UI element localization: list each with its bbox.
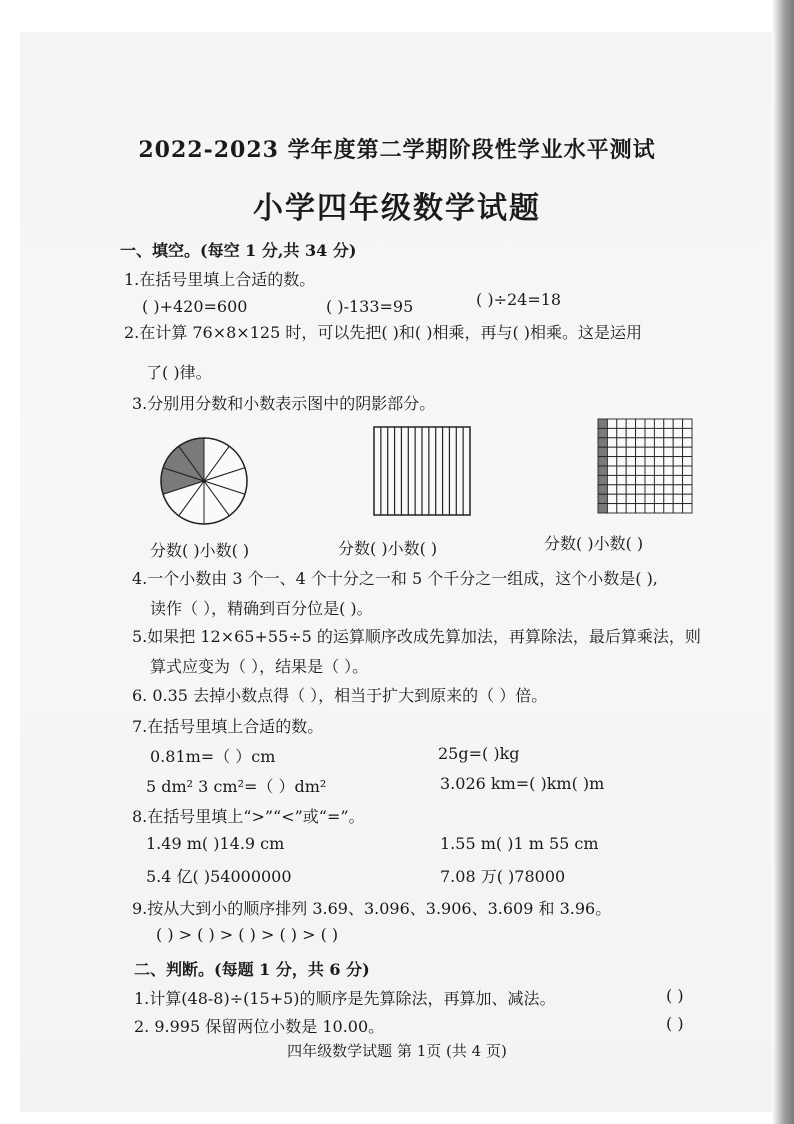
grid-cell	[645, 438, 654, 447]
q1-blank-c: ( )÷24=18	[476, 290, 562, 309]
q7-blank-b: 25g=( )kg	[438, 744, 520, 763]
stripes-figure	[372, 426, 472, 516]
grid-cell	[654, 457, 663, 466]
grid-cell	[607, 494, 616, 503]
grid-cell	[664, 475, 673, 484]
section1-heading: 一、填空。(每空 1 分,共 34 分)	[120, 241, 357, 260]
hundred-grid-figure	[597, 418, 693, 514]
grid-cell	[664, 438, 673, 447]
grid-cell	[607, 457, 616, 466]
q8-stem: 8.在括号里填上“>”“<”或“=”。	[132, 807, 365, 826]
grid-cell	[664, 466, 673, 475]
grid-cell	[636, 447, 645, 456]
exam-title: 2022-2023 学年度第二学期阶段性学业水平测试	[138, 137, 656, 163]
grid-cell-shaded	[598, 504, 607, 513]
grid-cell	[626, 428, 635, 437]
grid-cell-shaded	[598, 457, 607, 466]
q5-line2: 算式应变为（ ），结果是（ ）。	[150, 657, 369, 676]
grid-cell	[617, 438, 626, 447]
grid-cell	[626, 457, 635, 466]
judge-q1-paren: ( )	[666, 986, 684, 1005]
grid-cell	[654, 466, 663, 475]
grid-cell	[673, 428, 682, 437]
grid-cells	[598, 419, 692, 513]
grid-cell	[645, 428, 654, 437]
grid-cell	[617, 475, 626, 484]
grid-cell	[645, 485, 654, 494]
grid-cell	[645, 466, 654, 475]
grid-cell	[636, 485, 645, 494]
grid-cell	[626, 419, 635, 428]
grid-cell	[664, 447, 673, 456]
grid-cell	[673, 457, 682, 466]
grid-cell	[617, 428, 626, 437]
grid-cell	[617, 466, 626, 475]
grid-cell	[654, 438, 663, 447]
grid-cell	[636, 457, 645, 466]
grid-cell	[673, 438, 682, 447]
grid-cell	[645, 457, 654, 466]
exam-subtitle: 小学四年级数学试题	[253, 191, 541, 226]
q8-blank-a: 1.49 m( )14.9 cm	[146, 834, 285, 853]
grid-cell	[654, 494, 663, 503]
grid-cell	[654, 485, 663, 494]
q3-label-circle: 分数( )小数( )	[150, 541, 250, 560]
judge-q2-paren: ( )	[666, 1014, 684, 1033]
grid-cell	[636, 438, 645, 447]
grid-cell	[673, 504, 682, 513]
grid-cell-shaded	[598, 438, 607, 447]
judge-q1: 1.计算(48-8)÷(15+5)的顺序是先算除法，再算加、减法。	[134, 989, 556, 1008]
q8-blank-b: 1.55 m( )1 m 55 cm	[440, 834, 599, 853]
q7-stem: 7.在括号里填上合适的数。	[132, 717, 324, 736]
grid-cell	[607, 438, 616, 447]
grid-cell	[645, 419, 654, 428]
grid-cell	[664, 428, 673, 437]
grid-cell	[626, 466, 635, 475]
grid-cell	[636, 419, 645, 428]
q1-blank-a: ( )+420=600	[142, 297, 248, 316]
grid-cell	[617, 419, 626, 428]
section2-heading: 二、判断。(每题 1 分，共 6 分)	[134, 960, 370, 979]
grid-cell	[673, 494, 682, 503]
q4-line1: 4.一个小数由 3 个一、4 个十分之一和 5 个千分之一组成，这个小数是( ),	[132, 569, 658, 588]
grid-cell-shaded	[598, 475, 607, 484]
grid-cell	[607, 419, 616, 428]
grid-cell	[664, 504, 673, 513]
q9-stem: 9.按从大到小的顺序排列 3.69、3.096、3.906、3.609 和 3.96。	[132, 899, 612, 918]
grid-cell	[654, 419, 663, 428]
grid-cell	[607, 485, 616, 494]
grid-cell	[683, 457, 692, 466]
grid-cell	[673, 475, 682, 484]
q1-blank-b: ( )-133=95	[326, 297, 414, 316]
q3-label-grid: 分数( )小数( )	[544, 534, 644, 553]
grid-cell	[636, 466, 645, 475]
grid-cell	[626, 504, 635, 513]
q4-line2: 读作（ ），精确到百分位是( )。	[150, 599, 373, 618]
grid-cell	[607, 428, 616, 437]
page-footer: 四年级数学试题 第 1页 (共 4 页)	[287, 1042, 507, 1060]
grid-cell-shaded	[598, 485, 607, 494]
grid-cell	[617, 504, 626, 513]
grid-cell	[664, 457, 673, 466]
grid-cell	[607, 475, 616, 484]
grid-cell	[664, 485, 673, 494]
grid-cell	[654, 475, 663, 484]
grid-cell	[654, 428, 663, 437]
judge-q2: 2. 9.995 保留两位小数是 10.00。	[134, 1017, 385, 1036]
scan-left-margin	[0, 0, 20, 1124]
grid-cell	[607, 447, 616, 456]
grid-cell-shaded	[598, 419, 607, 428]
q3-stem: 3.分别用分数和小数表示图中的阴影部分。	[132, 394, 436, 413]
grid-cell	[673, 485, 682, 494]
grid-cell	[617, 494, 626, 503]
grid-cell	[654, 504, 663, 513]
q9-blanks: ( ) > ( ) > ( ) > ( ) > ( )	[156, 925, 339, 944]
grid-cell-shaded	[598, 466, 607, 475]
grid-cell	[683, 466, 692, 475]
grid-cell	[636, 428, 645, 437]
q2-line1: 2.在计算 76×8×125 时，可以先把( )和( )相乘，再与( )相乘。这是运用	[124, 323, 643, 342]
q2-line2: 了( )律。	[146, 363, 212, 382]
q8-blank-d: 7.08 万( )78000	[440, 867, 566, 886]
grid-cell	[626, 494, 635, 503]
grid-cell	[654, 447, 663, 456]
grid-cell	[636, 475, 645, 484]
grid-cell	[673, 466, 682, 475]
grid-cell	[607, 504, 616, 513]
q7-blank-a: 0.81m=（ ）cm	[150, 747, 276, 766]
grid-cell	[683, 475, 692, 484]
grid-cell-shaded	[598, 447, 607, 456]
q5-line1: 5.如果把 12×65+55÷5 的运算顺序改成先算加法，再算除法，最后算乘法，则	[132, 627, 701, 646]
q1-stem: 1.在括号里填上合适的数。	[124, 270, 316, 289]
q3-label-stripes: 分数( )小数( )	[338, 539, 438, 558]
grid-cell	[626, 438, 635, 447]
q8-blank-c: 5.4 亿( )54000000	[146, 867, 292, 886]
grid-cell	[683, 419, 692, 428]
grid-cell	[636, 504, 645, 513]
grid-cell	[673, 447, 682, 456]
grid-cell	[617, 447, 626, 456]
scan-right-shadow	[772, 0, 794, 1124]
grid-cell	[607, 466, 616, 475]
grid-cell	[617, 457, 626, 466]
grid-cell-shaded	[598, 494, 607, 503]
grid-cell-shaded	[598, 428, 607, 437]
grid-cell	[683, 494, 692, 503]
grid-cell	[645, 504, 654, 513]
grid-cell	[617, 485, 626, 494]
grid-cell	[645, 494, 654, 503]
grid-cell	[673, 419, 682, 428]
grid-cell	[664, 494, 673, 503]
grid-cell	[626, 475, 635, 484]
q7-blank-d: 3.026 km=( )km( )m	[440, 774, 605, 793]
grid-cell	[683, 485, 692, 494]
grid-cell	[636, 494, 645, 503]
grid-cell	[664, 419, 673, 428]
grid-cell	[683, 428, 692, 437]
grid-cell	[645, 475, 654, 484]
grid-cell	[626, 485, 635, 494]
grid-cell	[645, 447, 654, 456]
fraction-circle-figure	[158, 437, 250, 525]
grid-cell	[683, 438, 692, 447]
grid-cell	[683, 504, 692, 513]
grid-cell	[626, 447, 635, 456]
q6: 6. 0.35 去掉小数点得（ ），相当于扩大到原来的（ ）倍。	[132, 686, 548, 705]
grid-cell	[683, 447, 692, 456]
q7-blank-c: 5 dm² 3 cm²=（ ）dm²	[146, 777, 327, 796]
